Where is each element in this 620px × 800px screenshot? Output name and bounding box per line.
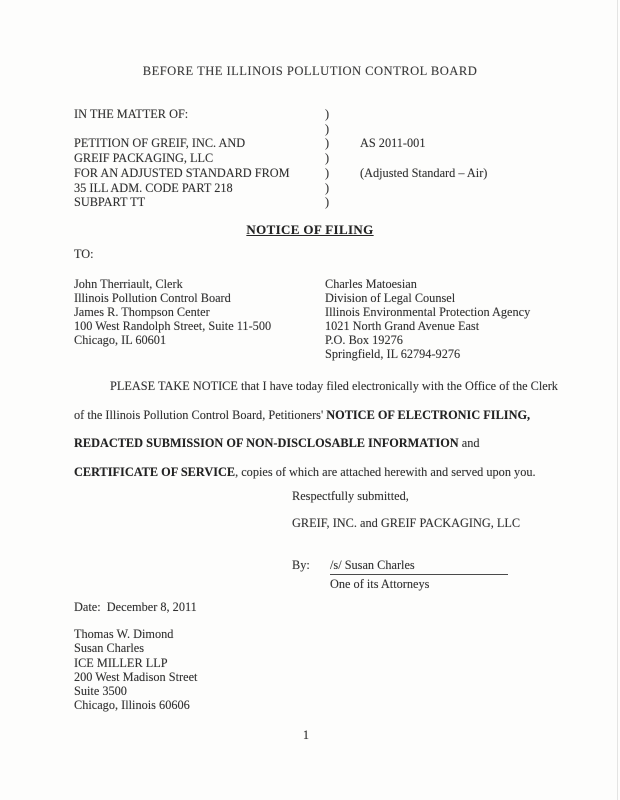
- caption-right-cell: [360, 151, 560, 166]
- address-line: Chicago, IL 60601: [74, 333, 167, 348]
- to-label: TO:: [74, 247, 94, 261]
- signer-title: One of its Attorneys: [330, 577, 430, 591]
- caption-left-cell: FOR AN ADJUSTED STANDARD FROM: [74, 165, 290, 180]
- caption-right-cell: [360, 195, 560, 210]
- caption-right-cell: [360, 107, 560, 122]
- caption-right-cell: [360, 181, 560, 196]
- document-title-text: NOTICE OF FILING: [246, 222, 374, 237]
- address-line: James R. Thompson Center: [74, 305, 210, 320]
- electronic-signature-line: /s/ Susan Charles: [330, 558, 508, 575]
- case-caption: [74, 107, 560, 210]
- caption-right-cell-case-number: AS 2011-001: [360, 136, 426, 151]
- caption-left-cell: 35 ILL ADM. CODE PART 218: [74, 180, 233, 195]
- caption-divider-cell: ): [325, 151, 330, 166]
- address-line: 100 West Randolph Street, Suite 11-500: [74, 319, 272, 334]
- caption-divider-cell: ): [325, 195, 330, 210]
- attorney-line: 200 West Madison Street: [74, 669, 198, 684]
- attorney-line: ICE MILLER LLP: [74, 655, 168, 670]
- signature-party: GREIF, INC. and GREIF PACKAGING, LLC: [292, 516, 521, 530]
- notice-body-paragraph: [74, 372, 566, 486]
- body-text-segment: , copies of which are attached herewith and served upon you.: [235, 464, 536, 479]
- caption-right-cell-case-type: (Adjusted Standard – Air): [360, 165, 488, 180]
- attorney-address-block: [74, 627, 197, 713]
- address-line: John Therriault, Clerk: [74, 277, 183, 291]
- signature-block: [330, 558, 508, 592]
- body-text-segment-bold: CERTIFICATE OF SERVICE: [74, 464, 236, 479]
- caption-right-cell: [360, 122, 560, 137]
- caption-left-cell: PETITION OF GREIF, INC. AND: [74, 136, 246, 151]
- signature-closing: Respectfully submitted,: [292, 489, 409, 503]
- caption-divider-cell: ): [325, 107, 330, 121]
- body-text-segment: PLEASE TAKE NOTICE that I have today filed electronically with the Office of the Clerk of the Illinois Pollution Control Board, Petitioners': [74, 379, 558, 422]
- caption-divider-cell: ): [325, 180, 330, 195]
- address-line: P.O. Box 19276: [325, 333, 403, 348]
- body-text-segment-bold: NOTICE OF ELECTRONIC FILING, REDACTED SUBMISSION OF NON-DISCLOSABLE INFORMATION: [74, 407, 531, 451]
- caption-left-cell: SUBPART TT: [74, 195, 146, 210]
- body-text-segment: and: [458, 436, 480, 451]
- address-line: Division of Legal Counsel: [325, 291, 456, 306]
- recipient-clerk-address: [74, 277, 325, 362]
- attorney-line: Susan Charles: [74, 641, 145, 656]
- date-line: Date: December 8, 2011: [74, 600, 197, 614]
- recipient-counsel-address: [325, 277, 530, 362]
- address-line: Springfield, IL 62794-9276: [325, 347, 461, 362]
- document-title: [0, 222, 620, 238]
- caption-left-cell: [74, 122, 325, 137]
- recipients: [74, 277, 574, 362]
- attorney-line: Suite 3500: [74, 684, 127, 699]
- caption-left-cell: GREIF PACKAGING, LLC: [74, 151, 214, 166]
- page-number: 1: [302, 728, 310, 742]
- by-label: By:: [292, 558, 310, 572]
- caption-left-cell: IN THE MATTER OF:: [74, 107, 189, 121]
- address-line: Illinois Environmental Protection Agency: [325, 305, 531, 320]
- attorney-line: Chicago, Illinois 60606: [74, 698, 190, 713]
- address-line: Charles Matoesian: [325, 277, 417, 291]
- caption-divider-cell: ): [325, 165, 330, 180]
- attorney-line: Thomas W. Dimond: [74, 627, 174, 641]
- court-header: BEFORE THE ILLINOIS POLLUTION CONTROL BOARD: [142, 64, 478, 78]
- caption-divider-cell: ): [325, 136, 330, 151]
- address-line: Illinois Pollution Control Board: [74, 291, 231, 306]
- address-line: 1021 North Grand Avenue East: [325, 319, 480, 334]
- caption-divider-cell: ): [325, 121, 330, 136]
- signature-by-row: [292, 558, 508, 592]
